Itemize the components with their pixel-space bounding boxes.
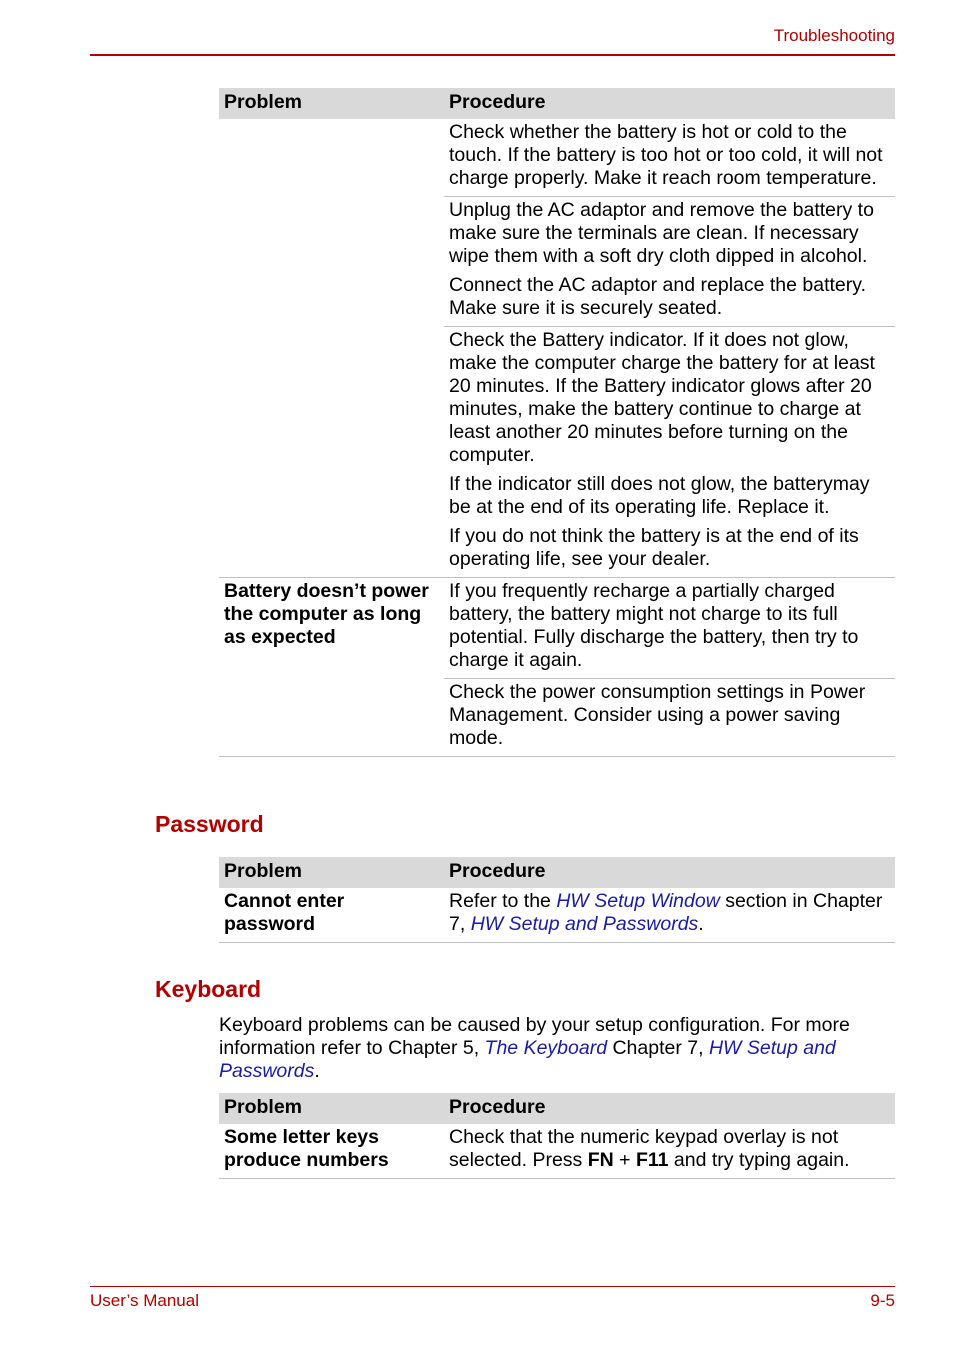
intro-text: . — [314, 1060, 320, 1082]
procedure-paragraph: Connect the AC adaptor and replace the battery. Make sure it is securely seated. — [449, 274, 866, 319]
hw-setup-passwords-link[interactable]: HW Setup and Passwords — [219, 1037, 836, 1082]
problem-cell: Cannot enter password — [219, 888, 444, 943]
procedure-column-header: Procedure — [444, 88, 895, 119]
f11-key-label: F11 — [635, 1149, 669, 1171]
footer-rule — [90, 1286, 895, 1287]
page-number: 9-5 — [870, 1291, 895, 1310]
intro-text: Keyboard problems can be caused by your setup configuration. For more information refer to Chapter 5, — [219, 1014, 850, 1059]
procedure-paragraph: Unplug the AC adaptor and remove the battery to make sure the terminals are clean. If necessary wipe them with a soft dry cloth dipped in alcohol. — [449, 199, 874, 267]
password-table — [219, 857, 895, 943]
procedure-text: . — [698, 913, 704, 935]
procedure-column-header: Procedure — [444, 857, 895, 888]
keyboard-intro — [219, 1014, 895, 1083]
procedure-cell — [444, 578, 895, 679]
problem-column-header: Problem — [219, 88, 444, 119]
procedure-paragraph: If the indicator still does not glow, the batterymay be at the end of its operating life. Replace it. — [449, 473, 870, 518]
procedure-cell — [444, 119, 895, 197]
procedure-paragraph: Check the power consumption settings in Power Management. Consider using a power saving mode. — [449, 681, 866, 749]
problem-cell — [219, 119, 444, 578]
header-rule — [90, 54, 895, 56]
problem-cell: Battery doesn’t power the computer as long as expected — [219, 578, 444, 757]
table-row — [219, 119, 895, 197]
table-header-row — [219, 857, 895, 888]
the-keyboard-link[interactable]: The Keyboard — [484, 1037, 608, 1059]
battery-table — [219, 88, 895, 757]
table-row — [219, 888, 895, 943]
table-header-row — [219, 88, 895, 119]
problem-column-header: Problem — [219, 857, 444, 888]
procedure-text: section in Chapter 7, — [449, 890, 883, 935]
procedure-paragraph: If you frequently recharge a partially charged battery, the battery might not charge to its full potential. Fully discharge the battery, then try to charge it again. — [449, 580, 859, 671]
procedure-paragraph: Check the Battery indicator. If it does not glow, make the computer charge the battery for at least 20 minutes. If the Battery indicator glows after 20 minutes, make the battery continue to charge at least another 20 minutes before turning on the computer. — [449, 329, 875, 466]
procedure-cell — [444, 888, 895, 943]
procedure-cell — [444, 197, 895, 327]
procedure-text: Refer to the — [449, 890, 557, 912]
procedure-paragraph: Check whether the battery is hot or cold to the touch. If the battery is too hot or too cold, it will not charge properly. Make it reach room temperature. — [449, 121, 883, 189]
keyboard-table — [219, 1093, 895, 1179]
problem-column-header: Problem — [219, 1093, 444, 1124]
footer-manual-title: User’s Manual — [90, 1291, 199, 1310]
table-row — [219, 1124, 895, 1179]
intro-text: Chapter 7, — [607, 1037, 709, 1059]
running-header: Troubleshooting — [773, 26, 895, 45]
table-header-row — [219, 1093, 895, 1124]
procedure-cell — [444, 327, 895, 578]
password-heading: Password — [155, 811, 264, 837]
problem-cell: Some letter keys produce numbers — [219, 1124, 444, 1179]
procedure-cell — [444, 679, 895, 757]
hw-setup-window-link[interactable]: HW Setup Window — [556, 890, 720, 912]
procedure-column-header: Procedure — [444, 1093, 895, 1124]
procedure-text: Check that the numeric keypad overlay is not selected. Press — [449, 1126, 839, 1171]
procedure-cell — [444, 1124, 895, 1179]
keyboard-heading: Keyboard — [155, 976, 262, 1002]
procedure-text: and try typing again. — [668, 1149, 850, 1171]
table-row — [219, 578, 895, 679]
procedure-paragraph: If you do not think the battery is at the end of its operating life, see your dealer. — [449, 525, 859, 570]
hw-setup-passwords-link[interactable]: HW Setup and Passwords — [470, 913, 699, 935]
fn-key-label: FN — [587, 1149, 614, 1171]
procedure-text: + — [613, 1149, 636, 1171]
